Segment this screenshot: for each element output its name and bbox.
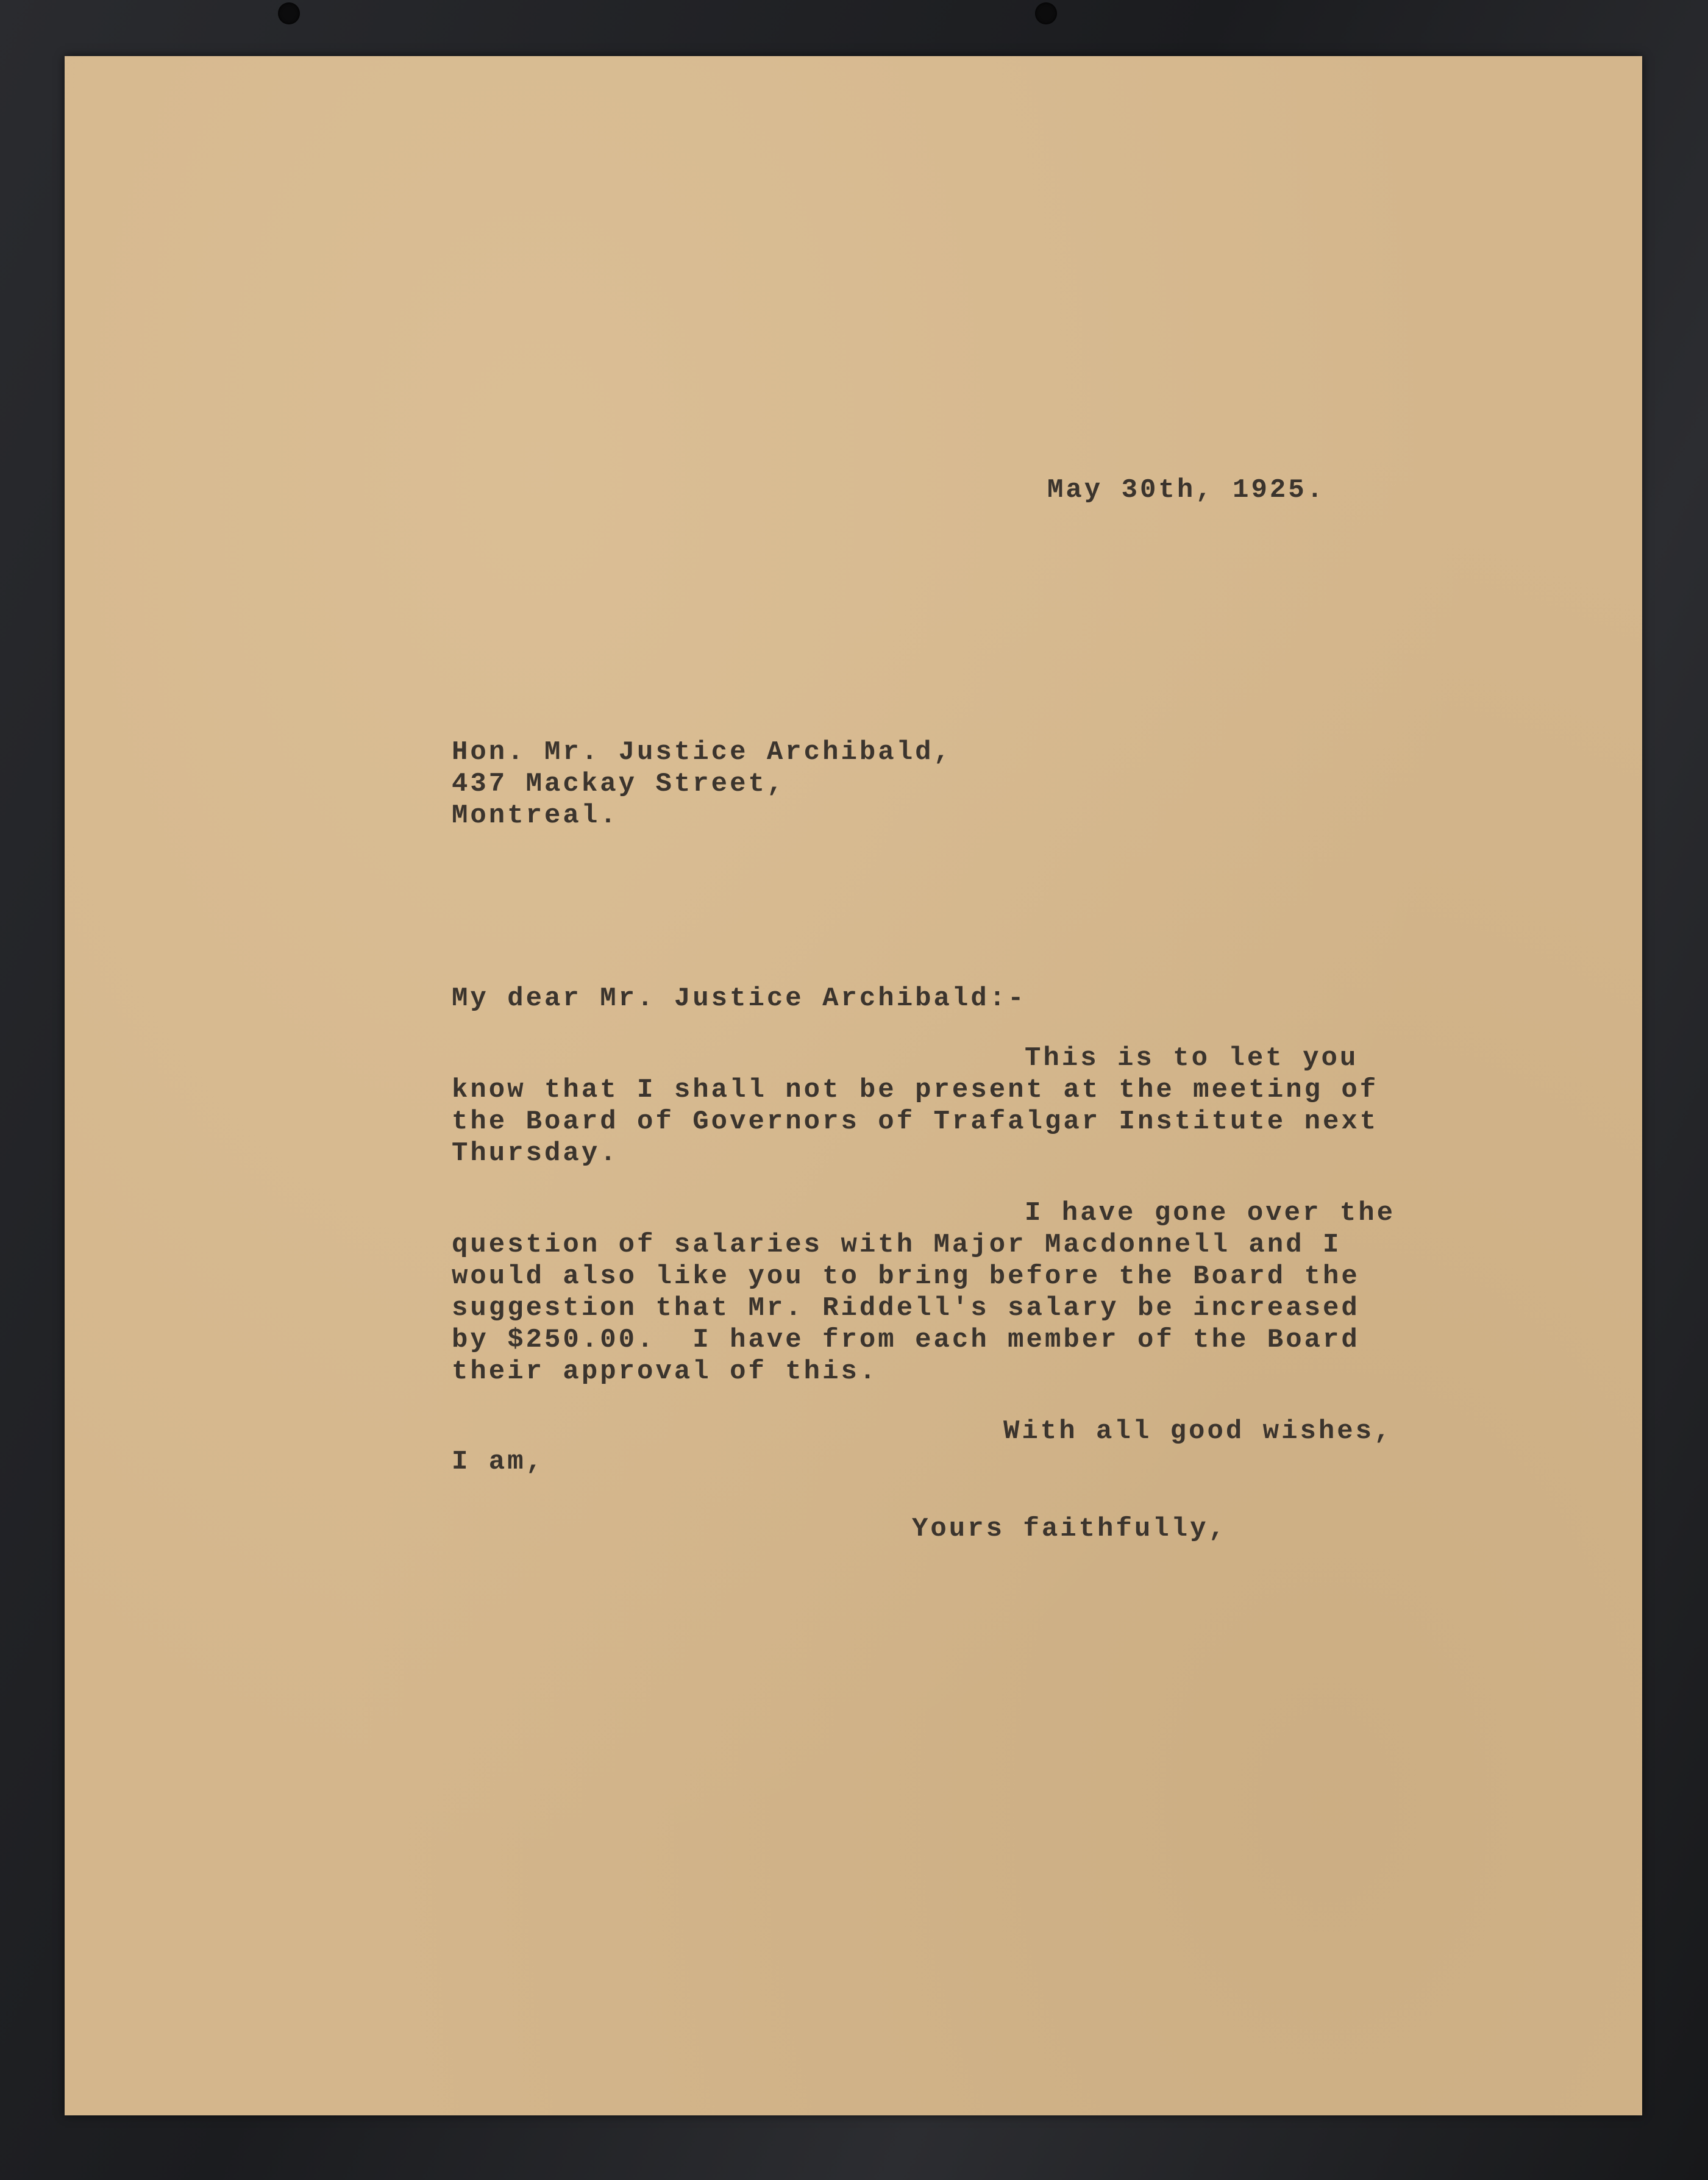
recipient-name: Hon. Mr. Justice Archibald,: [452, 737, 952, 768]
paragraph2-line3: would also like you to bring before the Board the: [452, 1261, 1360, 1292]
paragraph1-line1: This is to let you: [1025, 1043, 1359, 1074]
paragraph1-line4: Thursday.: [452, 1138, 619, 1169]
paragraph2-line5: by $250.00. I have from each member of the Board: [452, 1325, 1360, 1355]
mount-hole-left: [278, 2, 300, 24]
salutation: My dear Mr. Justice Archibald:-: [452, 983, 1027, 1014]
paragraph1-line3: the Board of Governors of Trafalgar Institute next: [452, 1106, 1379, 1137]
paragraph2-line1: I have gone over the: [1025, 1198, 1396, 1228]
closing-signoff: Yours faithfully,: [912, 1514, 1227, 1544]
recipient-city: Montreal.: [452, 800, 619, 831]
paragraph1-line2: know that I shall not be present at the meeting of: [452, 1075, 1379, 1105]
mount-hole-right: [1035, 2, 1057, 24]
paragraph2-line4: suggestion that Mr. Riddell's salary be increased: [452, 1293, 1360, 1323]
closing-i-am: I am,: [452, 1447, 545, 1477]
paragraph2-line2: question of salaries with Major Macdonnell and I: [452, 1230, 1342, 1260]
recipient-street: 437 Mackay Street,: [452, 769, 786, 799]
paragraph2-line6: their approval of this.: [452, 1356, 878, 1387]
letter-page: [65, 56, 1642, 2115]
letter-date: May 30th, 1925.: [1047, 475, 1326, 505]
closing-wishes: With all good wishes,: [1003, 1416, 1393, 1447]
